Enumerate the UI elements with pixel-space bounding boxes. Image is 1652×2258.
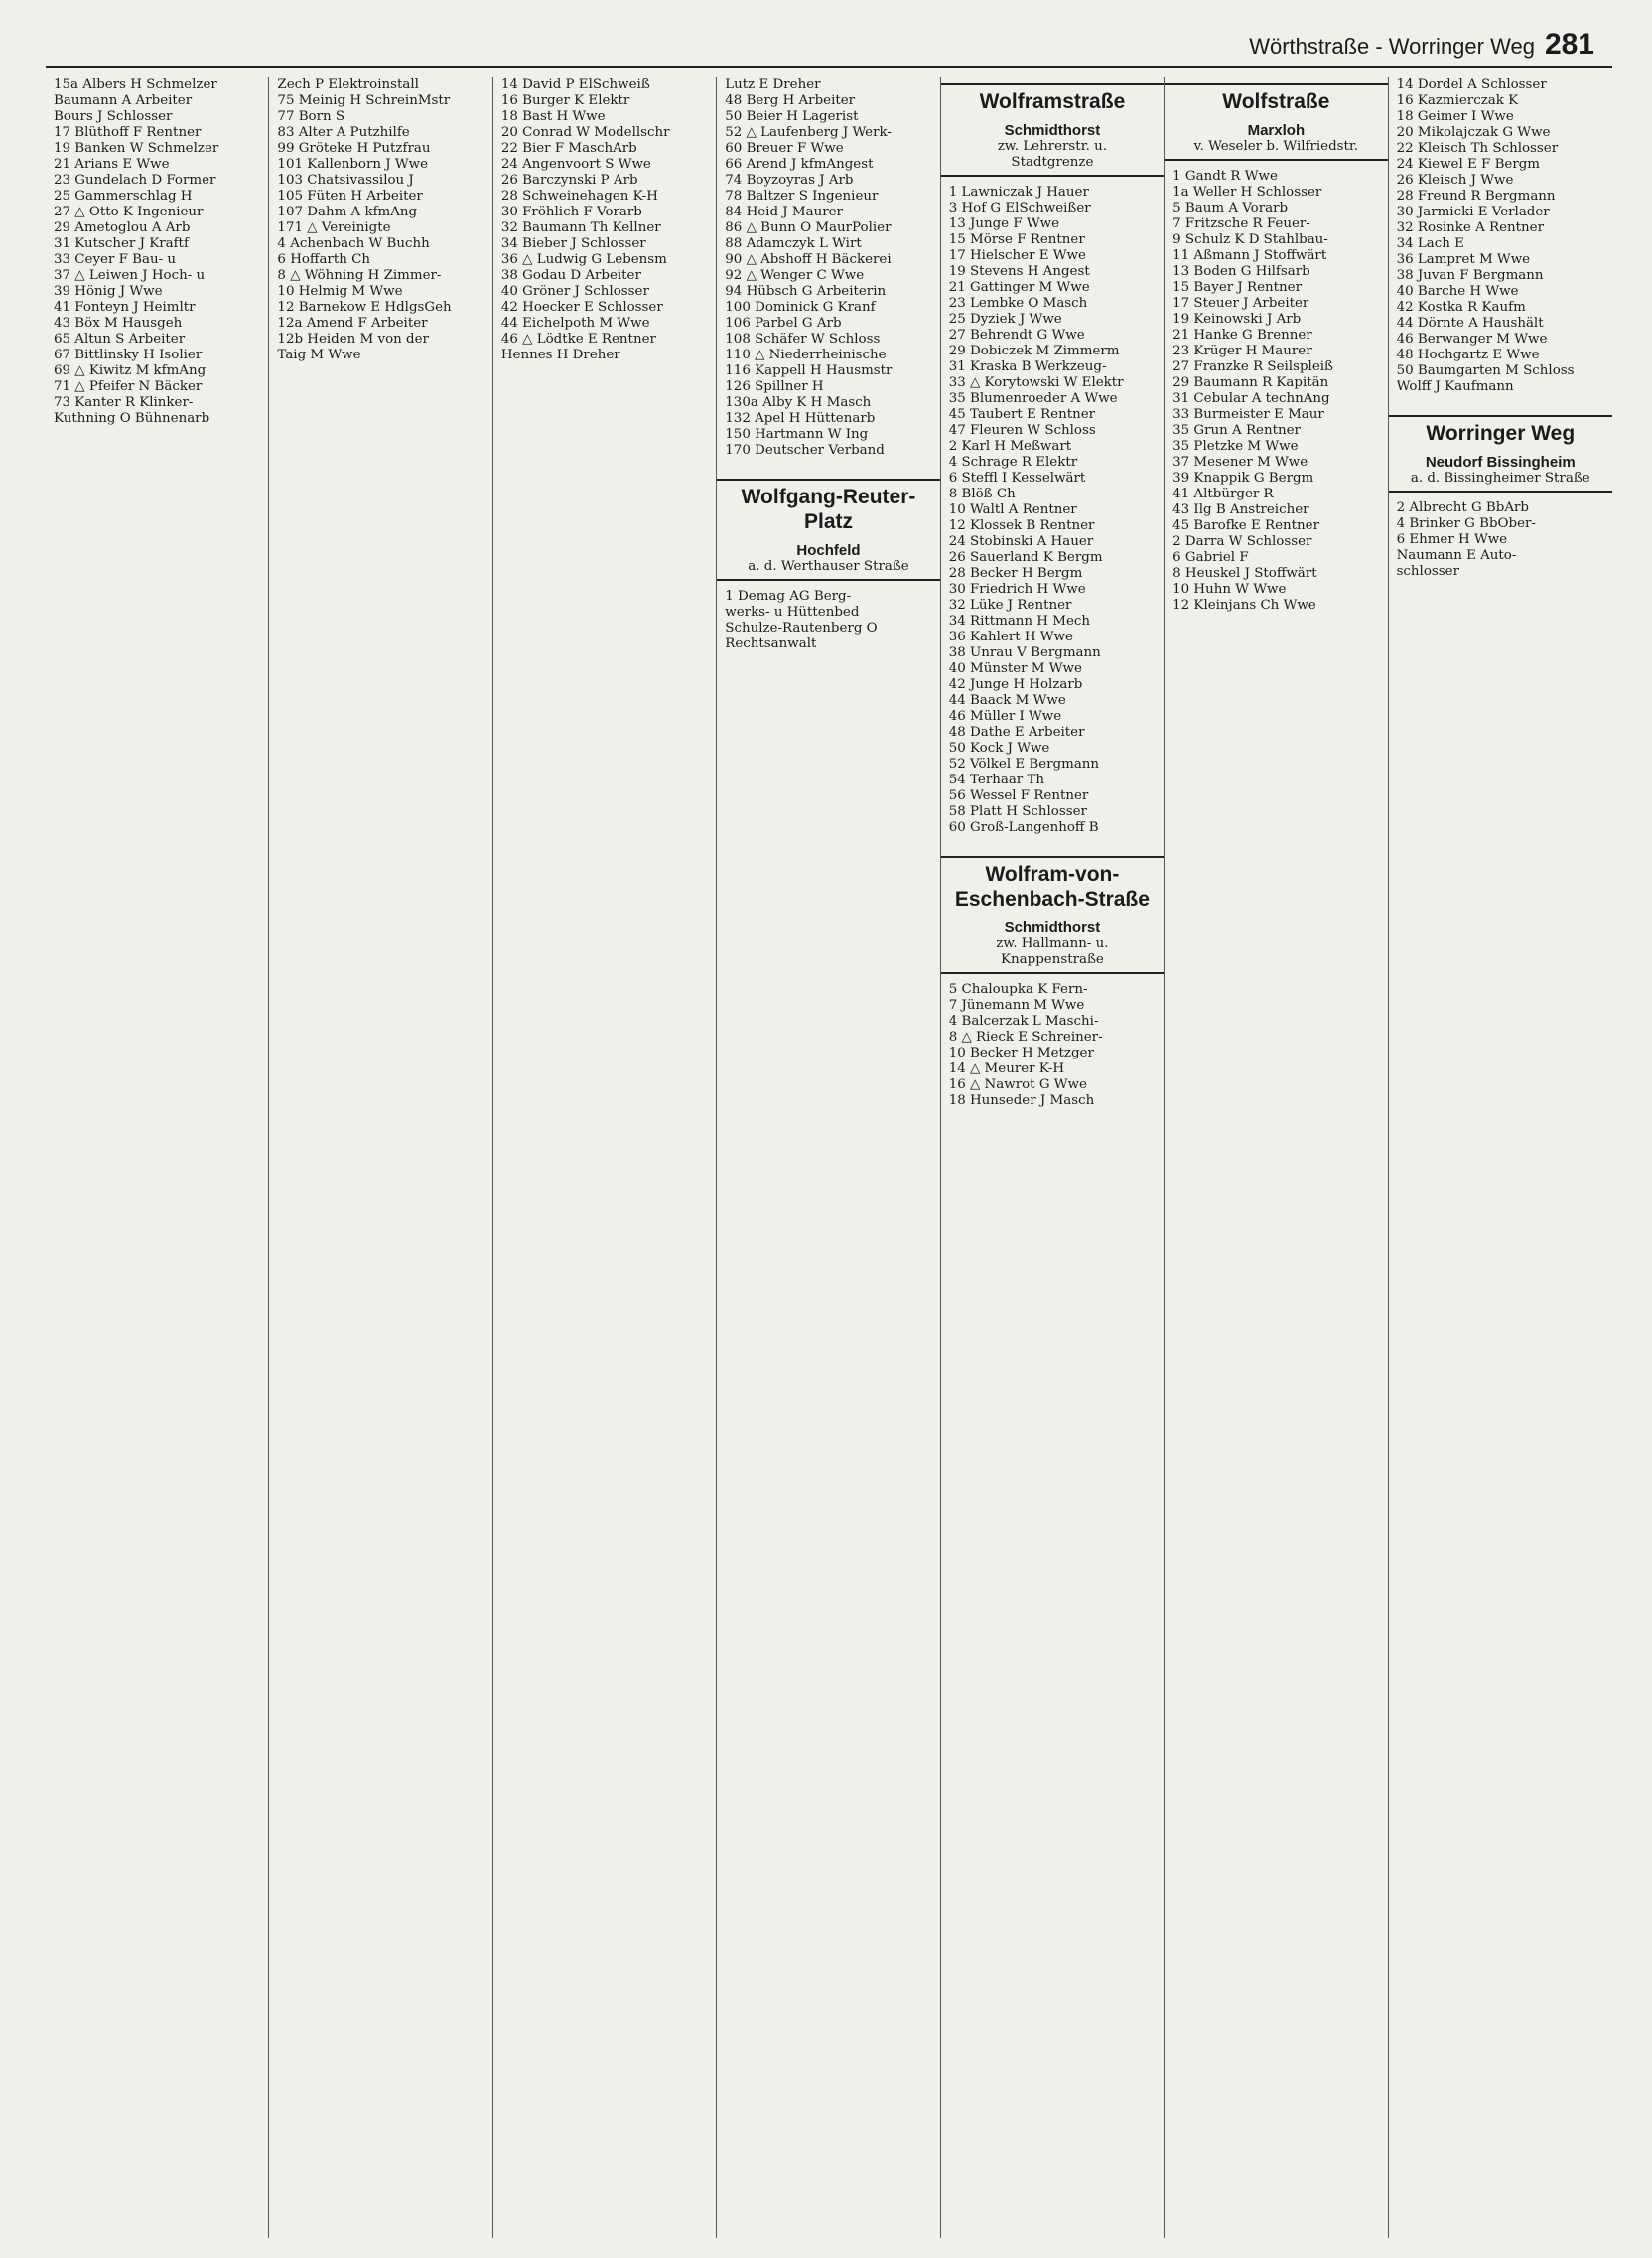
directory-entry: 26 Kleisch J Wwe [1396, 173, 1514, 188]
column [493, 77, 717, 2238]
directory-entry: 27 △ Otto K Ingenieur [54, 205, 204, 219]
directory-entry: 150 Hartmann W Ing [725, 427, 869, 442]
directory-entry: 108 Schäfer W Schloss [725, 332, 881, 347]
directory-entry: 21 Arians E Wwe [54, 157, 170, 172]
street-heading [941, 83, 1164, 177]
directory-entry: 42 Hoecker E Schlosser [500, 300, 663, 315]
directory-entry: 40 Gröner J Schlosser [500, 284, 649, 299]
directory-entry: 44 Eichelpoth M Wwe [500, 316, 650, 331]
header-rule [46, 66, 1612, 68]
directory-entry: 18 Hunseder J Masch [948, 1093, 1095, 1108]
directory-entry: 12b Heiden M von der [277, 332, 429, 347]
street-heading [1389, 415, 1612, 493]
directory-entry: 40 Barche H Wwe [1396, 284, 1519, 299]
directory-entry: 77 Born S [277, 109, 345, 124]
directory-entry: 84 Heid J Maurer [725, 205, 843, 219]
street-heading [1165, 83, 1387, 161]
directory-entry: 12 Kleinjans Ch Wwe [1172, 598, 1316, 613]
directory-entry: Zech P Elektroinstall [277, 77, 419, 92]
column [717, 77, 940, 2238]
directory-entry: 90 △ Abshoff H Bäckerei [725, 252, 892, 267]
directory-entry: 100 Dominick G Kranf [725, 300, 876, 315]
directory-entry: 19 Banken W Schmelzer [54, 141, 219, 156]
directory-entry: 46 Berwanger M Wwe [1396, 332, 1548, 347]
street-heading [941, 856, 1164, 974]
directory-entry: 21 Hanke G Brenner [1172, 328, 1312, 343]
directory-entry: 17 Blüthoff F Rentner [54, 125, 202, 140]
directory-entry: 28 Freund R Bergmann [1396, 189, 1556, 204]
directory-entry: 34 Bieber J Schlosser [500, 236, 646, 251]
directory-entry: 2 Karl H Meßwart [948, 439, 1072, 454]
directory-entry: 10 Huhn W Wwe [1172, 582, 1287, 597]
directory-entry: 27 Franzke R Seilspleiß [1172, 359, 1333, 374]
directory-entry: 24 Kiewel E F Bergm [1396, 157, 1541, 172]
directory-entry: 16 Kazmierczak K [1396, 93, 1519, 108]
page-title: Wörthstraße - Worringer Weg [1249, 34, 1535, 59]
directory-entry: 1a Weller H Schlosser [1172, 185, 1322, 200]
directory-entry: 16 Burger K Elektr [500, 93, 630, 108]
directory-entry: 4 Schrage R Elektr [948, 455, 1078, 470]
directory-entry: 22 Kleisch Th Schlosser [1396, 141, 1559, 156]
directory-entry: 9 Schulz K D Stahlbau- [1172, 232, 1328, 247]
directory-entry: 27 Behrendt G Wwe [948, 328, 1085, 343]
directory-entry: 24 Stobinski A Hauer [948, 534, 1094, 549]
directory-entry: 50 Beier H Lagerist [725, 109, 859, 124]
directory-entry: 22 Bier F MaschArb [500, 141, 637, 156]
street-name: Worringer Weg [1426, 422, 1576, 445]
directory-entry: 30 Friedrich H Wwe [948, 582, 1086, 597]
directory-entry: Naumann E Auto- [1396, 548, 1517, 563]
district-name: Schmidthorst [1004, 919, 1101, 936]
directory-entry: 15a Albers H Schmelzer [54, 77, 217, 92]
directory-entry: 29 Ametoglou A Arb [54, 220, 191, 235]
directory-entry: 8 △ Rieck E Schreiner- [948, 1030, 1103, 1045]
directory-entry: 73 Kanter R Klinker- [54, 395, 194, 410]
directory-entry: 35 Pletzke M Wwe [1172, 439, 1299, 454]
directory-entry: 23 Lembke O Masch [948, 296, 1088, 311]
street-name: Wolframstraße [979, 90, 1126, 113]
directory-entry: 7 Fritzsche R Feuer- [1172, 216, 1310, 231]
directory-entry: 126 Spillner H [725, 379, 824, 394]
directory-entry: 26 Barczynski P Arb [500, 173, 638, 188]
directory-entry: 3 Hof G ElSchweißer [948, 201, 1091, 215]
directory-entry: 56 Wessel F Rentner [948, 788, 1089, 803]
directory-entry: 105 Füten H Arbeiter [277, 189, 423, 204]
directory-entry: 12a Amend F Arbeiter [277, 316, 428, 331]
street-bounds: a. d. Werthauser Straße [748, 559, 909, 574]
directory-entry: 14 △ Meurer K-H [948, 1061, 1065, 1076]
street-name: Wolfstraße [1222, 90, 1330, 113]
directory-entry: 43 Ilg B Anstreicher [1172, 502, 1309, 517]
column [269, 77, 492, 2238]
directory-entry: 29 Dobiczek M Zimmerm [948, 344, 1120, 358]
directory-entry: 41 Altbürger R [1172, 487, 1274, 501]
directory-entry: 67 Bittlinsky H Isolier [54, 348, 203, 362]
directory-entry: 32 Baumann Th Kellner [500, 220, 661, 235]
directory-entry: 75 Meinig H SchreinMstr [277, 93, 451, 108]
directory-entry: 35 Blumenroeder A Wwe [948, 391, 1118, 406]
directory-entry: 25 Gammerschlag H [54, 189, 193, 204]
directory-entry: 48 Hochgartz E Wwe [1396, 348, 1540, 362]
directory-entry: 107 Dahm A kfmAng [277, 205, 418, 219]
directory-entry: 19 Stevens H Angest [948, 264, 1090, 279]
directory-entry: 15 Mörse F Rentner [948, 232, 1085, 247]
directory-entry: 10 Helmig M Wwe [277, 284, 403, 299]
directory-entry: 171 △ Vereinigte [277, 220, 391, 235]
directory-entry: 12 Klossek B Rentner [948, 518, 1095, 533]
columns-container [46, 77, 1612, 2238]
directory-entry: 21 Gattinger M Wwe [948, 280, 1090, 295]
directory-entry: 83 Alter A Putzhilfe [277, 125, 410, 140]
running-head [1249, 28, 1594, 62]
directory-entry: 45 Taubert E Rentner [948, 407, 1096, 422]
directory-entry: 50 Baumgarten M Schloss [1396, 363, 1575, 378]
directory-entry: 66 Arend J kfmAngest [725, 157, 874, 172]
directory-entry: 46 Müller I Wwe [948, 709, 1062, 724]
directory-entry: 11 Aßmann J Stoffwärt [1172, 248, 1327, 263]
directory-entry: Hennes H Dreher [500, 348, 620, 362]
directory-entry: 69 △ Kiwitz M kfmAng [54, 363, 206, 378]
directory-entry: 58 Platt H Schlosser [948, 804, 1087, 819]
directory-entry: 38 Godau D Arbeiter [500, 268, 641, 283]
directory-entry: 40 Münster M Wwe [948, 661, 1082, 676]
directory-entry: 8 Blöß Ch [948, 487, 1016, 501]
directory-entry: Lutz E Dreher [725, 77, 821, 92]
directory-entry: 6 Ehmer H Wwe [1396, 532, 1508, 547]
directory-entry: 14 Dordel A Schlosser [1396, 77, 1547, 92]
directory-entry: 4 Achenbach W Buchh [277, 236, 430, 251]
directory-entry: 31 Kutscher J Kraftf [54, 236, 189, 251]
directory-entry: 28 Schweinehagen K-H [500, 189, 658, 204]
directory-entry: 36 △ Ludwig G Lebensm [500, 252, 667, 267]
directory-entry: 36 Kahlert H Wwe [948, 630, 1073, 644]
directory-entry: 48 Dathe E Arbeiter [948, 725, 1085, 740]
directory-entry: 65 Altun S Arbeiter [54, 332, 186, 347]
directory-entry: 14 David P ElSchweiß [500, 77, 650, 92]
directory-entry: 60 Breuer F Wwe [725, 141, 844, 156]
directory-entry: 23 Krüger H Maurer [1172, 344, 1312, 358]
directory-entry: 43 Böx M Hausgeh [54, 316, 183, 331]
directory-entry: 36 Lampret M Wwe [1396, 252, 1531, 267]
directory-entry: 44 Dörnte A Haushält [1396, 316, 1544, 331]
directory-entry: 31 Cebular A technAng [1172, 391, 1330, 406]
street-bounds: zw. Lehrerstr. u. [997, 139, 1108, 154]
directory-entry: 86 △ Bunn O MaurPolier [725, 220, 892, 235]
directory-entry: 15 Bayer J Rentner [1172, 280, 1302, 295]
directory-entry: Wolff J Kaufmann [1396, 379, 1514, 394]
directory-entry: 18 Bast H Wwe [500, 109, 606, 124]
directory-entry: 1 Lawniczak J Hauer [948, 185, 1089, 200]
directory-entry: 17 Hielscher E Wwe [948, 248, 1086, 263]
directory-entry: 5 Chaloupka K Fern- [948, 982, 1088, 997]
directory-entry: 20 Conrad W Modellschr [500, 125, 670, 140]
directory-entry: werks- u Hüttenbed [725, 605, 860, 620]
directory-entry: Baumann A Arbeiter [54, 93, 193, 108]
directory-entry: 32 Lüke J Rentner [948, 598, 1072, 613]
district-name: Marxloh [1247, 122, 1306, 139]
directory-entry: 23 Gundelach D Former [54, 173, 216, 188]
directory-entry: 33 Burmeister E Maur [1172, 407, 1324, 422]
directory-entry: 30 Jarmicki E Verlader [1396, 205, 1550, 219]
directory-entry: Kuthning O Bühnenarb [54, 411, 210, 426]
directory-entry: 6 Gabriel F [1172, 550, 1249, 565]
district-name: Neudorf Bissingheim [1425, 454, 1576, 471]
street-name: Wolfram-von-Eschenbach-Straße [954, 863, 1150, 911]
directory-entry: 24 Angenvoort S Wwe [500, 157, 651, 172]
directory-entry: 2 Darra W Schlosser [1172, 534, 1312, 549]
directory-entry: 60 Groß-Langenhoff B [948, 820, 1099, 835]
directory-entry: 34 Rittmann H Mech [948, 614, 1091, 629]
directory-entry: 19 Keinowski J Arb [1172, 312, 1302, 327]
directory-entry: 1 Demag AG Berg- [725, 589, 852, 604]
directory-entry: 25 Dyziek J Wwe [948, 312, 1062, 327]
directory-entry: 13 Boden G Hilfsarb [1172, 264, 1310, 279]
directory-entry: 47 Fleuren W Schloss [948, 423, 1096, 438]
directory-entry: Taig M Wwe [277, 348, 361, 362]
block-gap [949, 836, 1156, 850]
directory-entry: 20 Mikolajczak G Wwe [1396, 125, 1551, 140]
directory-entry: 4 Brinker G BbOber- [1396, 516, 1536, 531]
directory-entry: 1 Gandt R Wwe [1172, 169, 1278, 184]
directory-entry: 41 Fonteyn J Heimltr [54, 300, 196, 315]
directory-entry: 33 Ceyer F Bau- u [54, 252, 177, 267]
directory-entry: 52 △ Laufenberg J Werk- [725, 125, 892, 140]
column [1389, 77, 1612, 2238]
directory-entry: 12 Barnekow E HdlgsGeh [277, 300, 452, 315]
directory-entry: 116 Kappell H Hausmstr [725, 363, 893, 378]
column [941, 77, 1165, 2238]
directory-entry: 170 Deutscher Verband [725, 443, 885, 458]
directory-entry: 39 Hönig J Wwe [54, 284, 163, 299]
directory-entry: 130a Alby K H Masch [725, 395, 872, 410]
directory-entry: 10 Becker H Metzger [948, 1046, 1094, 1060]
directory-entry: 28 Becker H Bergm [948, 566, 1083, 581]
column [1165, 77, 1388, 2238]
directory-entry: 39 Knappik G Bergm [1172, 471, 1314, 486]
directory-entry: 37 Mesener M Wwe [1172, 455, 1308, 470]
directory-entry: 45 Barofke E Rentner [1172, 518, 1319, 533]
directory-entry: 54 Terhaar Th [948, 773, 1045, 787]
directory-entry: 88 Adamczyk L Wirt [725, 236, 862, 251]
street-bounds: Stadtgrenze [1011, 155, 1094, 170]
directory-entry: 7 Jünemann M Wwe [948, 998, 1085, 1013]
directory-entry: 5 Baum A Vorarb [1172, 201, 1289, 215]
directory-entry: 2 Albrecht G BbArb [1396, 500, 1529, 515]
directory-entry: 17 Steuer J Arbeiter [1172, 296, 1309, 311]
directory-entry: 101 Kallenborn J Wwe [277, 157, 429, 172]
directory-entry: 29 Baumann R Kapitän [1172, 375, 1329, 390]
directory-entry: 13 Junge F Wwe [948, 216, 1060, 231]
directory-entry: 52 Völkel E Bergmann [948, 757, 1100, 772]
directory-entry: 26 Sauerland K Bergm [948, 550, 1103, 565]
directory-entry: 4 Balcerzak L Maschi- [948, 1014, 1099, 1029]
directory-entry: 42 Kostka R Kaufm [1396, 300, 1526, 315]
directory-entry: 16 △ Nawrot G Wwe [948, 1077, 1087, 1092]
directory-entry: 30 Fröhlich F Vorarb [500, 205, 642, 219]
directory-entry: 92 △ Wenger C Wwe [725, 268, 865, 283]
directory-entry: 37 △ Leiwen J Hoch- u [54, 268, 206, 283]
block-gap [725, 459, 931, 473]
directory-entry: 50 Kock J Wwe [948, 741, 1050, 756]
directory-entry: 42 Junge H Holzarb [948, 677, 1083, 692]
directory-entry: 35 Grun A Rentner [1172, 423, 1301, 438]
directory-entry: 6 Steffl I Kesselwärt [948, 471, 1086, 486]
page-number: 281 [1544, 28, 1594, 61]
directory-entry: 18 Geimer I Wwe [1396, 109, 1514, 124]
directory-entry: Schulze-Rautenberg O [725, 621, 878, 635]
directory-entry: 99 Gröteke H Putzfrau [277, 141, 431, 156]
directory-entry: 71 △ Pfeifer N Bäcker [54, 379, 203, 394]
street-bounds: zw. Hallmann- u. [996, 936, 1109, 951]
directory-entry: 48 Berg H Arbeiter [725, 93, 856, 108]
directory-entry: 8 △ Wöhning H Zimmer- [277, 268, 442, 283]
column [46, 77, 269, 2238]
street-name: Wolfgang-Reuter-Platz [741, 486, 916, 533]
directory-entry: 46 △ Lödtke E Rentner [500, 332, 656, 347]
directory-entry: 38 Juvan F Bergmann [1396, 268, 1544, 283]
directory-entry: 38 Unrau V Bergmann [948, 645, 1101, 660]
directory-entry: schlosser [1396, 564, 1459, 579]
directory-entry: 110 △ Niederrheinische [725, 348, 887, 362]
directory-entry: 31 Kraska B Werkzeug- [948, 359, 1107, 374]
directory-entry: 74 Boyzoyras J Arb [725, 173, 854, 188]
directory-entry: 6 Hoffarth Ch [277, 252, 370, 267]
street-bounds: a. d. Bissingheimer Straße [1410, 471, 1590, 486]
directory-entry: Rechtsanwalt [725, 636, 817, 651]
block-gap [1397, 395, 1604, 409]
directory-entry: 78 Baltzer S Ingenieur [725, 189, 879, 204]
street-heading [717, 479, 939, 581]
street-bounds: Knappenstraße [1001, 952, 1104, 967]
directory-entry: 34 Lach E [1396, 236, 1464, 251]
directory-entry: 94 Hübsch G Arbeiterin [725, 284, 887, 299]
district-name: Schmidthorst [1004, 122, 1101, 139]
directory-entry: 8 Heuskel J Stoffwärt [1172, 566, 1317, 581]
directory-entry: Bours J Schlosser [54, 109, 173, 124]
directory-entry: 33 △ Korytowski W Elektr [948, 375, 1124, 390]
directory-entry: 103 Chatsivassilou J [277, 173, 414, 188]
directory-entry: 106 Parbel G Arb [725, 316, 842, 331]
directory-entry: 132 Apel H Hüttenarb [725, 411, 876, 426]
directory-entry: 10 Waltl A Rentner [948, 502, 1077, 517]
street-bounds: v. Weseler b. Wilfriedstr. [1193, 139, 1359, 154]
directory-entry: 32 Rosinke A Rentner [1396, 220, 1544, 235]
district-name: Hochfeld [796, 542, 861, 559]
directory-entry: 44 Baack M Wwe [948, 693, 1066, 708]
